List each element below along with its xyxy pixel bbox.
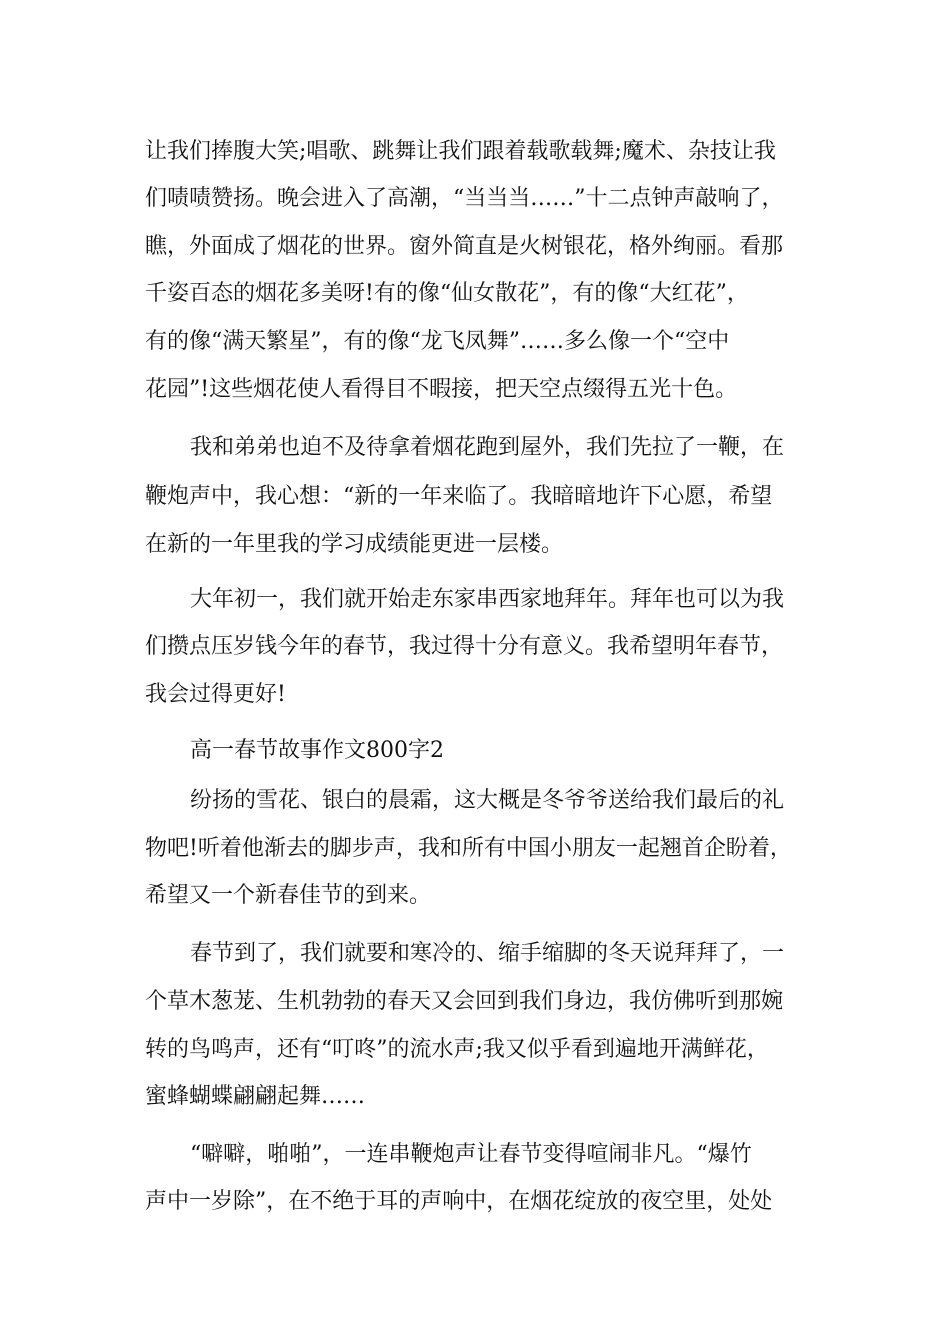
text-line: 花园”!这些烟花使人看得目不暇接，把天空点缀得五光十色。 [145,377,738,402]
text-line: 有的像“满天繁星”，有的像“龙飞凤舞”……多么像一个“空中 [145,329,730,354]
paragraph-first-line: 纷扬的雪花、银白的晨霜，这大概是冬爷爷送给我们最后的礼 [190,788,785,813]
text-line: 瞧，外面成了烟花的世界。窗外简直是火树银花，格外绚丽。看那 [145,234,784,259]
text-line: 千姿百态的烟花多美呀!有的像“仙女散花”，有的像“大红花”， [145,281,749,306]
section-heading: 高一春节故事作文800字2 [190,738,444,763]
text-line: 们啧啧赞扬。晚会进入了高潮，“当当当……”十二点钟声敲响了， [145,186,784,211]
text-line: 声中一岁除”，在不绝于耳的声响中，在烟花绽放的夜空里，处处 [145,1189,773,1214]
text-line: 物吧!听着他渐去的脚步声，我和所有中国小朋友一起翘首企盼着， [145,836,792,861]
text-line: 在新的一年里我的学习成绩能更进一层楼。 [145,532,564,557]
paragraph-first-line: “噼噼，啪啪”，一连串鞭炮声让春节变得喧闹非凡。“爆竹 [190,1142,752,1167]
text-line: 让我们捧腹大笑;唱歌、跳舞让我们跟着载歌载舞;魔术、杂技让我 [145,139,776,164]
paragraph-first-line: 我和弟弟也迫不及待拿着烟花跑到屋外，我们先拉了一鞭，在 [190,435,785,460]
text-line: 我会过得更好! [145,682,286,707]
text-line: 们攒点压岁钱今年的春节，我过得十分有意义。我希望明年春节， [145,634,784,659]
text-line: 鞭炮声中，我心想：“新的一年来临了。我暗暗地许下心愿，希望 [145,484,773,509]
text-line: 转的鸟鸣声，还有“叮咚”的流水声;我又似乎看到遍地开满鲜花， [145,1037,769,1062]
text-line: 蜜蜂蝴蝶翩翩起舞…… [145,1084,366,1109]
paragraph-first-line: 春节到了，我们就要和寒冷的、缩手缩脚的冬天说拜拜了，一 [190,941,785,966]
text-line: 个草木葱茏、生机勃勃的春天又会回到我们身边，我仿佛听到那婉 [145,989,784,1014]
text-line: 希望又一个新春佳节的到来。 [145,883,432,908]
paragraph-first-line: 大年初一，我们就开始走东家串西家地拜年。拜年也可以为我 [190,587,785,612]
